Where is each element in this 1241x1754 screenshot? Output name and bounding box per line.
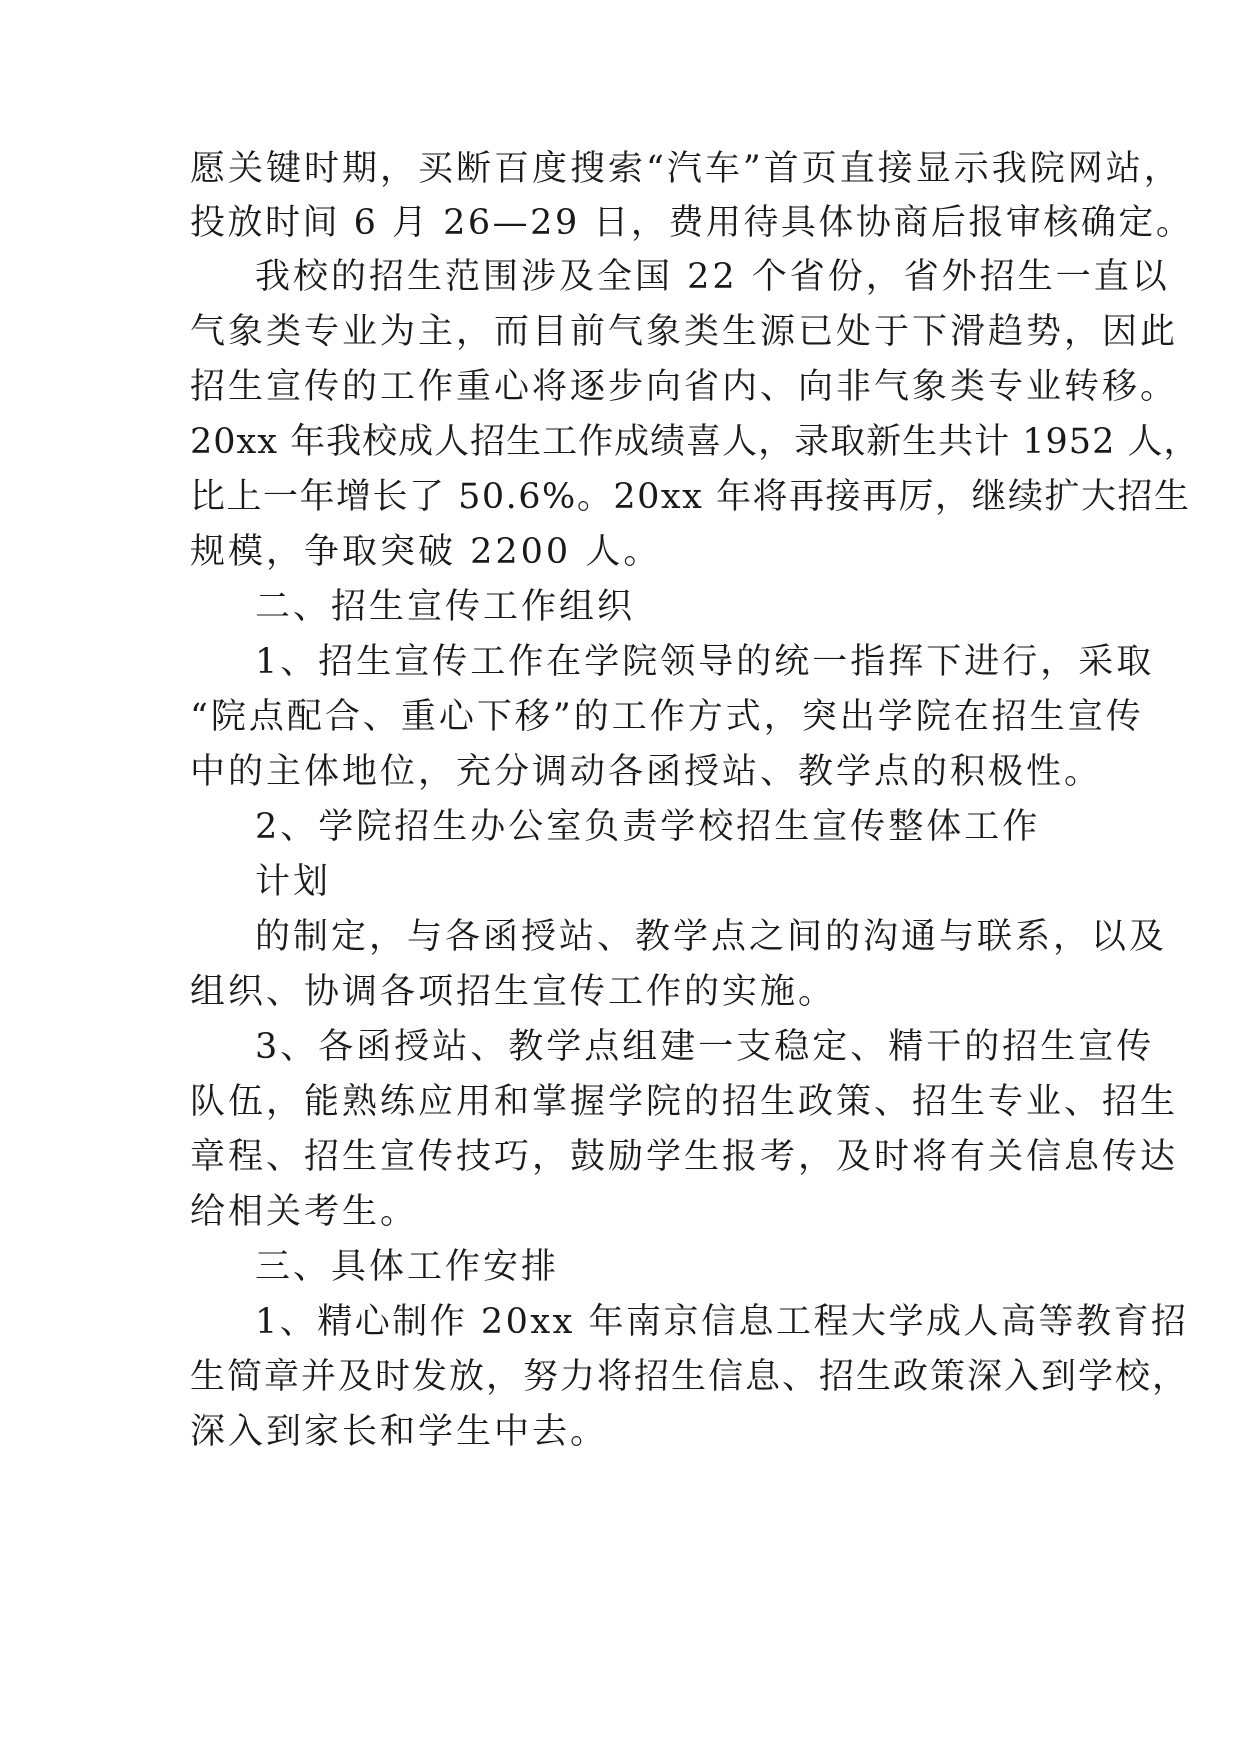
paragraph-line: 气象类专业为主，而目前气象类生源已处于下滑趋势，因此 [190,312,1179,352]
section-heading: 二、招生宣传工作组织 [255,587,636,627]
paragraph-line: 1、招生宣传工作在学院领导的统一指挥下进行，采取 [255,642,1155,682]
paragraph-line: 生简章并及时发放，努力将招生信息、招生政策深入到学校， [190,1357,1190,1397]
paragraph-line: 投放时间 6 月 26—29 日，费用待具体协商后报审核确定。 [190,203,1194,243]
paragraph-line: 我校的招生范围涉及全国 22 个省份，省外招生一直以 [255,257,1170,297]
paragraph-line: 招生宣传的工作重心将逐步向省内、向非气象类专业转移。 [190,367,1179,407]
paragraph-line: 给相关考生。 [190,1192,419,1232]
paragraph-line: 组织、协调各项招生宣传工作的实施。 [190,972,837,1012]
section-heading: 三、具体工作安排 [255,1247,560,1287]
paragraph-line: 的制定，与各函授站、教学点之间的沟通与联系，以及 [255,917,1168,957]
paragraph-line: 规模，争取突破 2200 人。 [190,532,662,572]
paragraph-line: 计划 [255,862,332,902]
paragraph-line: 2、学院招生办公室负责学校招生宣传整体工作 [255,807,1041,847]
paragraph-line: 队伍，能熟练应用和掌握学院的招生政策、招生专业、招生 [190,1082,1179,1122]
paragraph-line: 中的主体地位，充分调动各函授站、教学点的积极性。 [190,752,1103,792]
paragraph-line: 章程、招生宣传技巧，鼓励学生报考，及时将有关信息传达 [190,1137,1179,1177]
paragraph-line: 比上一年增长了 50.6%。20xx 年将再接再厉，继续扩大招生 [190,477,1191,517]
paragraph-line: 20xx 年我校成人招生工作成绩喜人，录取新生共计 1952 人， [190,422,1200,462]
paragraph-line: 3、各函授站、教学点组建一支稳定、精干的招生宣传 [255,1027,1155,1067]
paragraph-line: “院点配合、重心下移”的工作方式，突出学院在招生宣传 [190,697,1144,737]
paragraph-line: 深入到家长和学生中去。 [190,1412,609,1452]
paragraph-line: 1、精心制作 20xx 年南京信息工程大学成人高等教育招 [255,1302,1189,1342]
paragraph-line: 愿关键时期，买断百度搜索“汽车”首页直接显示我院网站， [190,149,1182,189]
